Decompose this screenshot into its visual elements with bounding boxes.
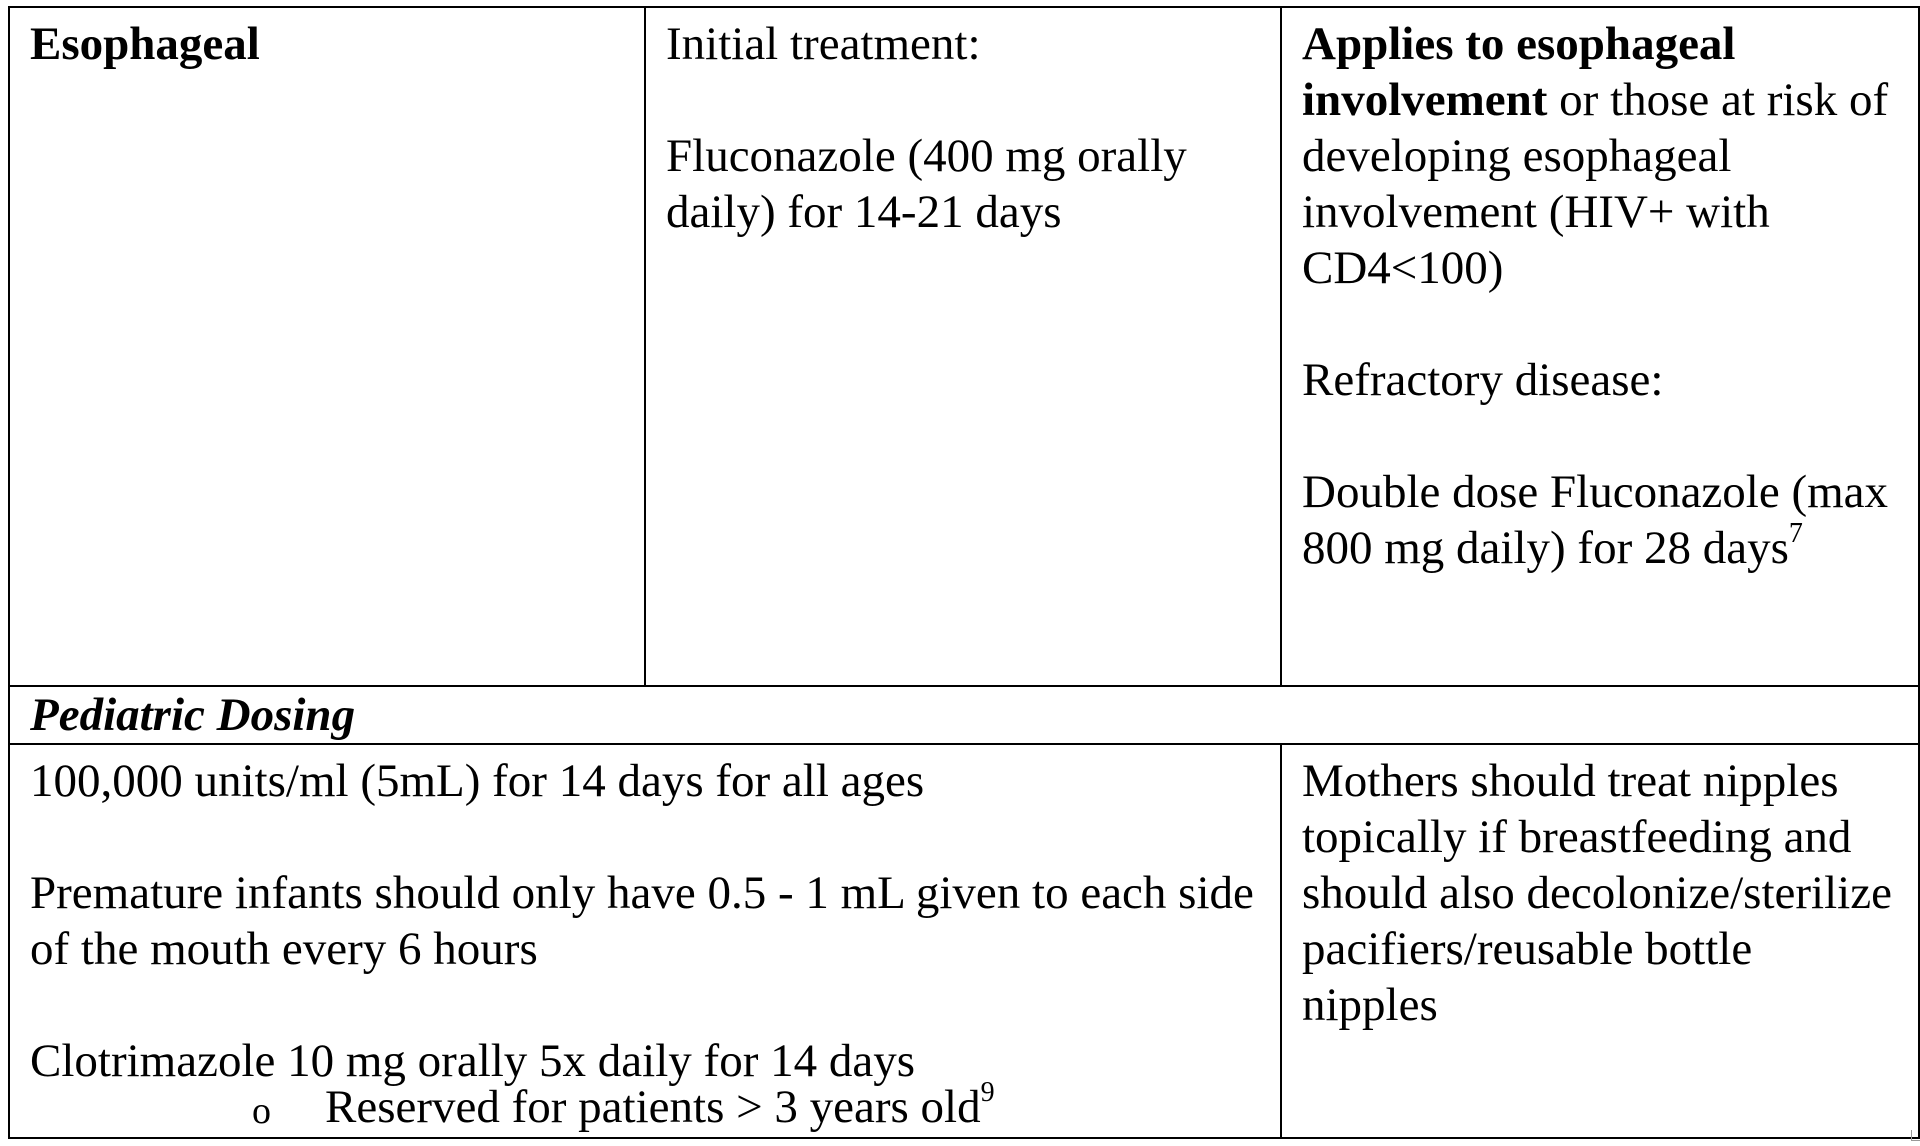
pediatric-header: Pediatric Dosing [30, 689, 356, 741]
refractory-paragraph [1302, 464, 1898, 576]
pediatric-header-cell [9, 686, 1919, 744]
pediatric-note-cell [1281, 744, 1919, 1138]
bullet-reference: 9 [980, 1077, 995, 1109]
condition-label: Esophageal [30, 18, 260, 70]
applies-bold-text: Applies to esophageal involvement [1302, 18, 1736, 126]
refractory-reference: 7 [1788, 518, 1803, 550]
pediatric-dosing-cell [9, 744, 1281, 1138]
bullet-marker: o [252, 1090, 271, 1132]
treatment-cell [645, 7, 1281, 686]
pediatric-line-1: 100,000 units/ml (5mL) for 14 days for all ages [30, 755, 925, 807]
esophageal-row [9, 7, 1919, 686]
applies-paragraph [1302, 16, 1898, 296]
dosing-table [8, 6, 1920, 1139]
pediatric-note: Mothers should treat nipples topically if breastfeeding and should also decolonize/sterilize pacifiers/reusable bottle nipples [1302, 755, 1892, 1031]
refractory-text: Double dose Fluconazole (max 800 mg daily) for 28 days [1302, 466, 1889, 574]
page-corner-mark [1911, 1130, 1920, 1141]
pediatric-bullet-item [30, 1079, 1260, 1135]
condition-cell [9, 7, 645, 686]
pediatric-header-row [9, 686, 1919, 744]
notes-cell [1281, 7, 1919, 686]
pediatric-line-3: Clotrimazole 10 mg orally 5x daily for 14 days [30, 1035, 915, 1087]
treatment-text: Fluconazole (400 mg orally daily) for 14-21 days [666, 130, 1187, 238]
pediatric-line-2: Premature infants should only have 0.5 - 1 mL given to each side of the mouth every 6 hours [30, 867, 1254, 975]
treatment-heading: Initial treatment: [666, 18, 981, 70]
refractory-heading: Refractory disease: [1302, 354, 1664, 406]
applies-rest-text: or those at risk of developing esophageal involvement (HIV+ with CD4<100) [1302, 74, 1889, 294]
bullet-text: Reserved for patients > 3 years old [325, 1081, 981, 1133]
pediatric-body-row [9, 744, 1919, 1138]
